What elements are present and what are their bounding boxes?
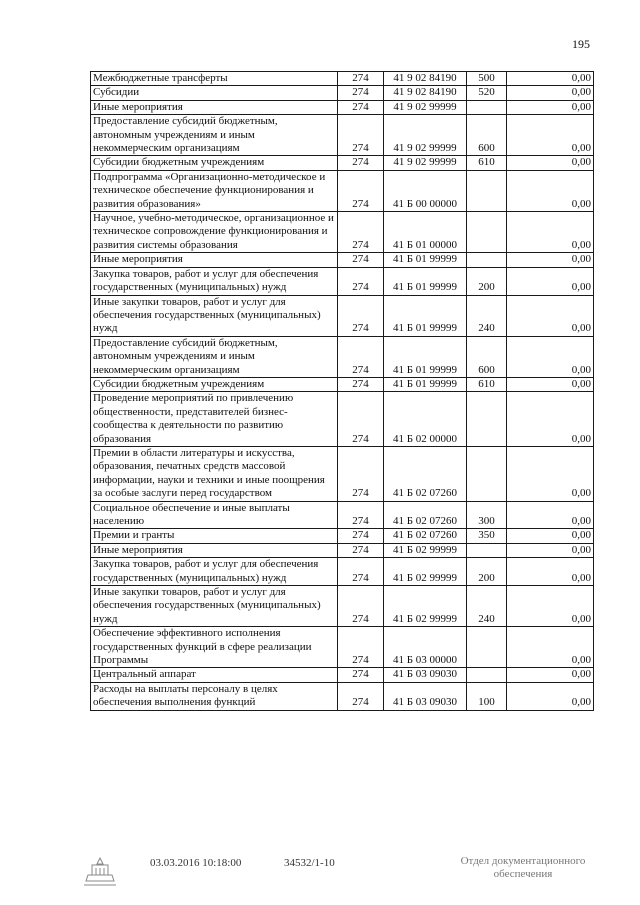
row-target-article: 41 Б 02 99999	[384, 586, 467, 627]
row-name: Иные закупки товаров, работ и услуг для обеспечения государственных (муниципальных) нужд	[91, 295, 338, 336]
row-code: 274	[338, 156, 384, 170]
table-row	[91, 558, 594, 586]
row-name: Субсидии бюджетным учреждениям	[91, 156, 338, 170]
row-target-article: 41 9 02 84190	[384, 86, 467, 100]
footer-datetime: 03.03.2016 10:18:00	[150, 857, 242, 869]
row-code: 274	[338, 295, 384, 336]
row-code: 274	[338, 212, 384, 253]
row-expense-type: 350	[467, 529, 507, 543]
footer-document-number: 34532/1-10	[284, 857, 335, 869]
stamp-line-2: обеспечения	[493, 868, 553, 880]
row-target-article: 41 Б 01 99999	[384, 295, 467, 336]
table-row	[91, 156, 594, 170]
row-code: 274	[338, 115, 384, 156]
row-name: Иные мероприятия	[91, 100, 338, 114]
row-target-article: 41 9 02 99999	[384, 100, 467, 114]
table-row	[91, 668, 594, 682]
row-expense-type	[467, 543, 507, 557]
row-sum: 0,00	[507, 586, 594, 627]
table-row	[91, 377, 594, 391]
row-expense-type	[467, 212, 507, 253]
row-target-article: 41 Б 01 99999	[384, 336, 467, 377]
row-target-article: 41 Б 01 99999	[384, 267, 467, 295]
row-target-article: 41 9 02 99999	[384, 156, 467, 170]
table-row	[91, 170, 594, 211]
row-code: 274	[338, 377, 384, 391]
row-code: 274	[338, 100, 384, 114]
row-code: 274	[338, 558, 384, 586]
row-target-article: 41 Б 01 99999	[384, 377, 467, 391]
row-code: 274	[338, 446, 384, 501]
row-sum: 0,00	[507, 529, 594, 543]
row-target-article: 41 Б 02 00000	[384, 392, 467, 447]
row-target-article: 41 Б 03 09030	[384, 668, 467, 682]
table-row	[91, 529, 594, 543]
row-code: 274	[338, 267, 384, 295]
row-target-article: 41 Б 03 00000	[384, 627, 467, 668]
row-code: 274	[338, 543, 384, 557]
row-target-article: 41 Б 03 09030	[384, 682, 467, 710]
row-sum: 0,00	[507, 115, 594, 156]
table-row	[91, 212, 594, 253]
row-name: Центральный аппарат	[91, 668, 338, 682]
row-expense-type: 200	[467, 267, 507, 295]
row-sum: 0,00	[507, 558, 594, 586]
row-name: Научное, учебно-методическое, организационное и техническое сопровождение функционирования и развития системы образования	[91, 212, 338, 253]
row-sum: 0,00	[507, 668, 594, 682]
row-sum: 0,00	[507, 253, 594, 267]
page-number: 195	[572, 37, 590, 51]
row-sum: 0,00	[507, 156, 594, 170]
table-row	[91, 627, 594, 668]
row-sum: 0,00	[507, 267, 594, 295]
row-name: Предоставление субсидий бюджетным, автономным учреждениям и иным некоммерческим организациям	[91, 115, 338, 156]
row-expense-type: 300	[467, 501, 507, 529]
row-expense-type: 610	[467, 377, 507, 391]
row-code: 274	[338, 529, 384, 543]
row-target-article: 41 Б 02 07260	[384, 446, 467, 501]
row-code: 274	[338, 627, 384, 668]
row-code: 274	[338, 86, 384, 100]
table-row	[91, 682, 594, 710]
row-expense-type: 500	[467, 72, 507, 86]
row-target-article: 41 Б 02 99999	[384, 543, 467, 557]
row-name: Иные закупки товаров, работ и услуг для обеспечения государственных (муниципальных) нужд	[91, 586, 338, 627]
row-sum: 0,00	[507, 295, 594, 336]
row-target-article: 41 9 02 84190	[384, 72, 467, 86]
table-row	[91, 253, 594, 267]
row-name: Иные мероприятия	[91, 253, 338, 267]
row-target-article: 41 Б 01 99999	[384, 253, 467, 267]
table-row	[91, 86, 594, 100]
row-name: Закупка товаров, работ и услуг для обеспечения государственных (муниципальных) нужд	[91, 267, 338, 295]
row-name: Проведение мероприятий по привлечению общественности, представителей бизнес-сообщества к деятельности по развитию образования	[91, 392, 338, 447]
seal-emblem-icon	[80, 855, 120, 891]
row-expense-type: 100	[467, 682, 507, 710]
row-sum: 0,00	[507, 543, 594, 557]
row-sum: 0,00	[507, 377, 594, 391]
table-row	[91, 295, 594, 336]
row-code: 274	[338, 668, 384, 682]
table-row	[91, 446, 594, 501]
row-expense-type: 600	[467, 115, 507, 156]
row-sum: 0,00	[507, 682, 594, 710]
budget-table-body	[91, 72, 594, 711]
row-sum: 0,00	[507, 392, 594, 447]
department-stamp	[448, 855, 598, 881]
table-row	[91, 586, 594, 627]
row-target-article: 41 9 02 99999	[384, 115, 467, 156]
row-sum: 0,00	[507, 501, 594, 529]
table-row	[91, 543, 594, 557]
table-row	[91, 267, 594, 295]
row-expense-type: 200	[467, 558, 507, 586]
row-name: Обеспечение эффективного исполнения государственных функций в сфере реализации Программы	[91, 627, 338, 668]
row-name: Субсидии	[91, 86, 338, 100]
row-expense-type: 600	[467, 336, 507, 377]
row-expense-type	[467, 100, 507, 114]
row-code: 274	[338, 501, 384, 529]
row-sum: 0,00	[507, 446, 594, 501]
row-name: Субсидии бюджетным учреждениям	[91, 377, 338, 391]
table-row	[91, 336, 594, 377]
row-name: Премии в области литературы и искусства, образования, печатных средств массовой информации, науки и техники и иные поощрения за особые заслуги перед государством	[91, 446, 338, 501]
table-row	[91, 392, 594, 447]
row-expense-type	[467, 668, 507, 682]
row-sum: 0,00	[507, 212, 594, 253]
row-code: 274	[338, 392, 384, 447]
row-name: Закупка товаров, работ и услуг для обеспечения государственных (муниципальных) нужд	[91, 558, 338, 586]
table-row	[91, 100, 594, 114]
row-name: Социальное обеспечение и иные выплаты населению	[91, 501, 338, 529]
table-row	[91, 115, 594, 156]
row-code: 274	[338, 170, 384, 211]
row-name: Иные мероприятия	[91, 543, 338, 557]
row-expense-type	[467, 446, 507, 501]
row-expense-type	[467, 392, 507, 447]
row-sum: 0,00	[507, 170, 594, 211]
row-sum: 0,00	[507, 72, 594, 86]
row-name: Подпрограмма «Организационно-методическое и техническое обеспечение функционирования и развития образования»	[91, 170, 338, 211]
row-expense-type	[467, 170, 507, 211]
row-target-article: 41 Б 01 00000	[384, 212, 467, 253]
row-code: 274	[338, 72, 384, 86]
row-code: 274	[338, 586, 384, 627]
table-row	[91, 72, 594, 86]
stamp-line-1: Отдел документационного	[460, 855, 586, 867]
row-sum: 0,00	[507, 100, 594, 114]
row-name: Премии и гранты	[91, 529, 338, 543]
row-expense-type: 610	[467, 156, 507, 170]
row-expense-type: 240	[467, 295, 507, 336]
row-target-article: 41 Б 02 07260	[384, 501, 467, 529]
row-expense-type: 240	[467, 586, 507, 627]
row-expense-type	[467, 253, 507, 267]
row-sum: 0,00	[507, 627, 594, 668]
row-code: 274	[338, 253, 384, 267]
budget-table	[90, 71, 594, 711]
row-sum: 0,00	[507, 336, 594, 377]
row-code: 274	[338, 336, 384, 377]
row-target-article: 41 Б 02 99999	[384, 558, 467, 586]
row-name: Предоставление субсидий бюджетным, автономным учреждениям и иным некоммерческим организациям	[91, 336, 338, 377]
row-code: 274	[338, 682, 384, 710]
table-row	[91, 501, 594, 529]
row-target-article: 41 Б 02 07260	[384, 529, 467, 543]
row-name: Расходы на выплаты персоналу в целях обеспечения выполнения функций	[91, 682, 338, 710]
row-name: Межбюджетные трансферты	[91, 72, 338, 86]
row-target-article: 41 Б 00 00000	[384, 170, 467, 211]
row-expense-type: 520	[467, 86, 507, 100]
row-expense-type	[467, 627, 507, 668]
row-sum: 0,00	[507, 86, 594, 100]
